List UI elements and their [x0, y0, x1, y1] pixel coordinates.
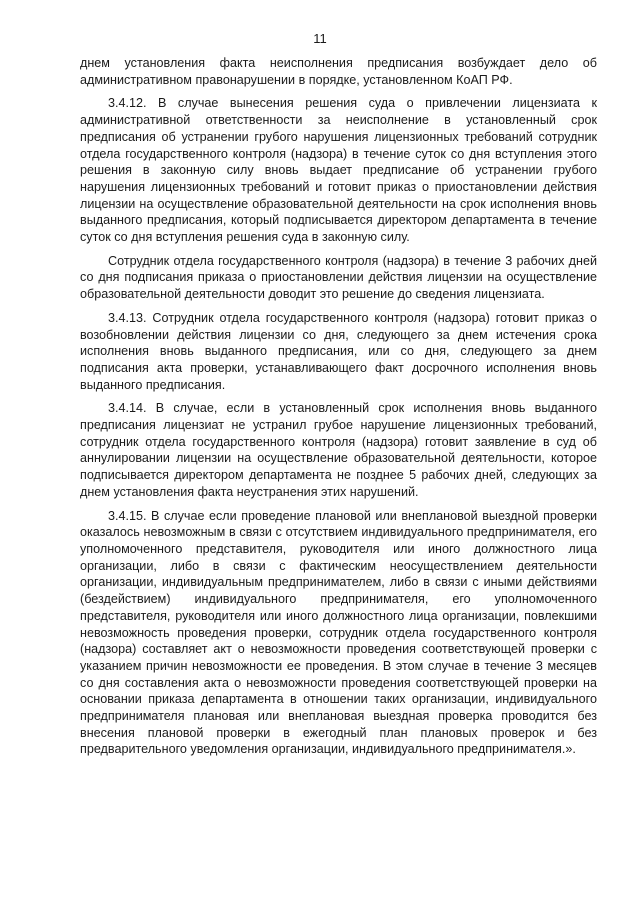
paragraph-3-4-13: 3.4.13. Сотрудник отдела государственного контроля (надзора) готовит приказ о возобновлении действия лицензии со дня, следующего за днем истечения срока исполнения вновь выданного предписания, или со дня, следующего за днем подписания акта проверки, устанавливающего факт досрочного исполнения вновь выданного предписания. [80, 310, 597, 392]
paragraph-3-4-14: 3.4.14. В случае, если в установленный срок исполнения вновь выданного предписания лицензиат не устранил грубое нарушение лицензионных требований, сотрудник отдела государственного контроля (надзора) готовит заявление в суд об аннулировании лицензии на осуществление образовательной деятельности, которое подписывается директором департамента не позднее 5 рабочих дней, следующих за днем установления факта неустранения этих нарушений. [80, 401, 597, 499]
paragraph-3-4-15: 3.4.15. В случае если проведение плановой или внеплановой выездной проверки оказалось невозможным в связи с отсутствием индивидуального предпринимателя, его уполномоченного представителя, руководителя или иного должностного лица организации, либо в связи с фактическим неосуществлением деятельности организации, индивидуальным предпринимателем, либо в связи с иными действиями (бездействием) индивидуального предпринимателя, его уполномоченного представителя, руководителя или иного должностного лица организации, повлекшими невозможность проведения проверки, сотрудник отдела государственного контроля (надзора) составляет акт о невозможности проведения соответствующей проверки с указанием причин невозможности ее проведения. В этом случае в течение 3 месяцев со дня составления акта о невозможности проведения соответствующей проверки на основании приказа департамента в отношении таких организации, индивидуального предпринимателя плановая или внеплановая выездная проверка проводится без внесения плановой проверки в ежегодный план плановых проверок и без предварительного уведомления организации, индивидуального предпринимателя.». [80, 508, 597, 757]
paragraph-continuation: днем установления факта неисполнения предписания возбуждает дело об административном правонарушении в порядке, установленном КоАП РФ. [80, 56, 597, 87]
document-body [80, 55, 597, 758]
paragraph-3-4-12: 3.4.12. В случае вынесения решения суда о привлечении лицензиата к административной ответственности за неисполнение в установленный срок предписания об устранении грубого нарушения лицензионных требований сотрудник отдела государственного контроля (надзора) в течение суток со дня вступления этого решения в законную силу вновь выдает предписание об устранении грубого нарушения лицензионных требований и готовит приказ о приостановлении действия лицензии на осуществление образовательной деятельности на срок исполнения вновь выданного предписания, который подписывается директором департамента в течение суток со дня вступления решения суда в законную силу. [80, 96, 597, 245]
paragraph-notification: Сотрудник отдела государственного контроля (надзора) в течение 3 рабочих дней со дня подписания приказа о приостановлении действия лицензии на осуществление образовательной деятельности доводит это решение до сведения лицензиата. [80, 253, 597, 302]
page-number: 11 [313, 31, 327, 46]
